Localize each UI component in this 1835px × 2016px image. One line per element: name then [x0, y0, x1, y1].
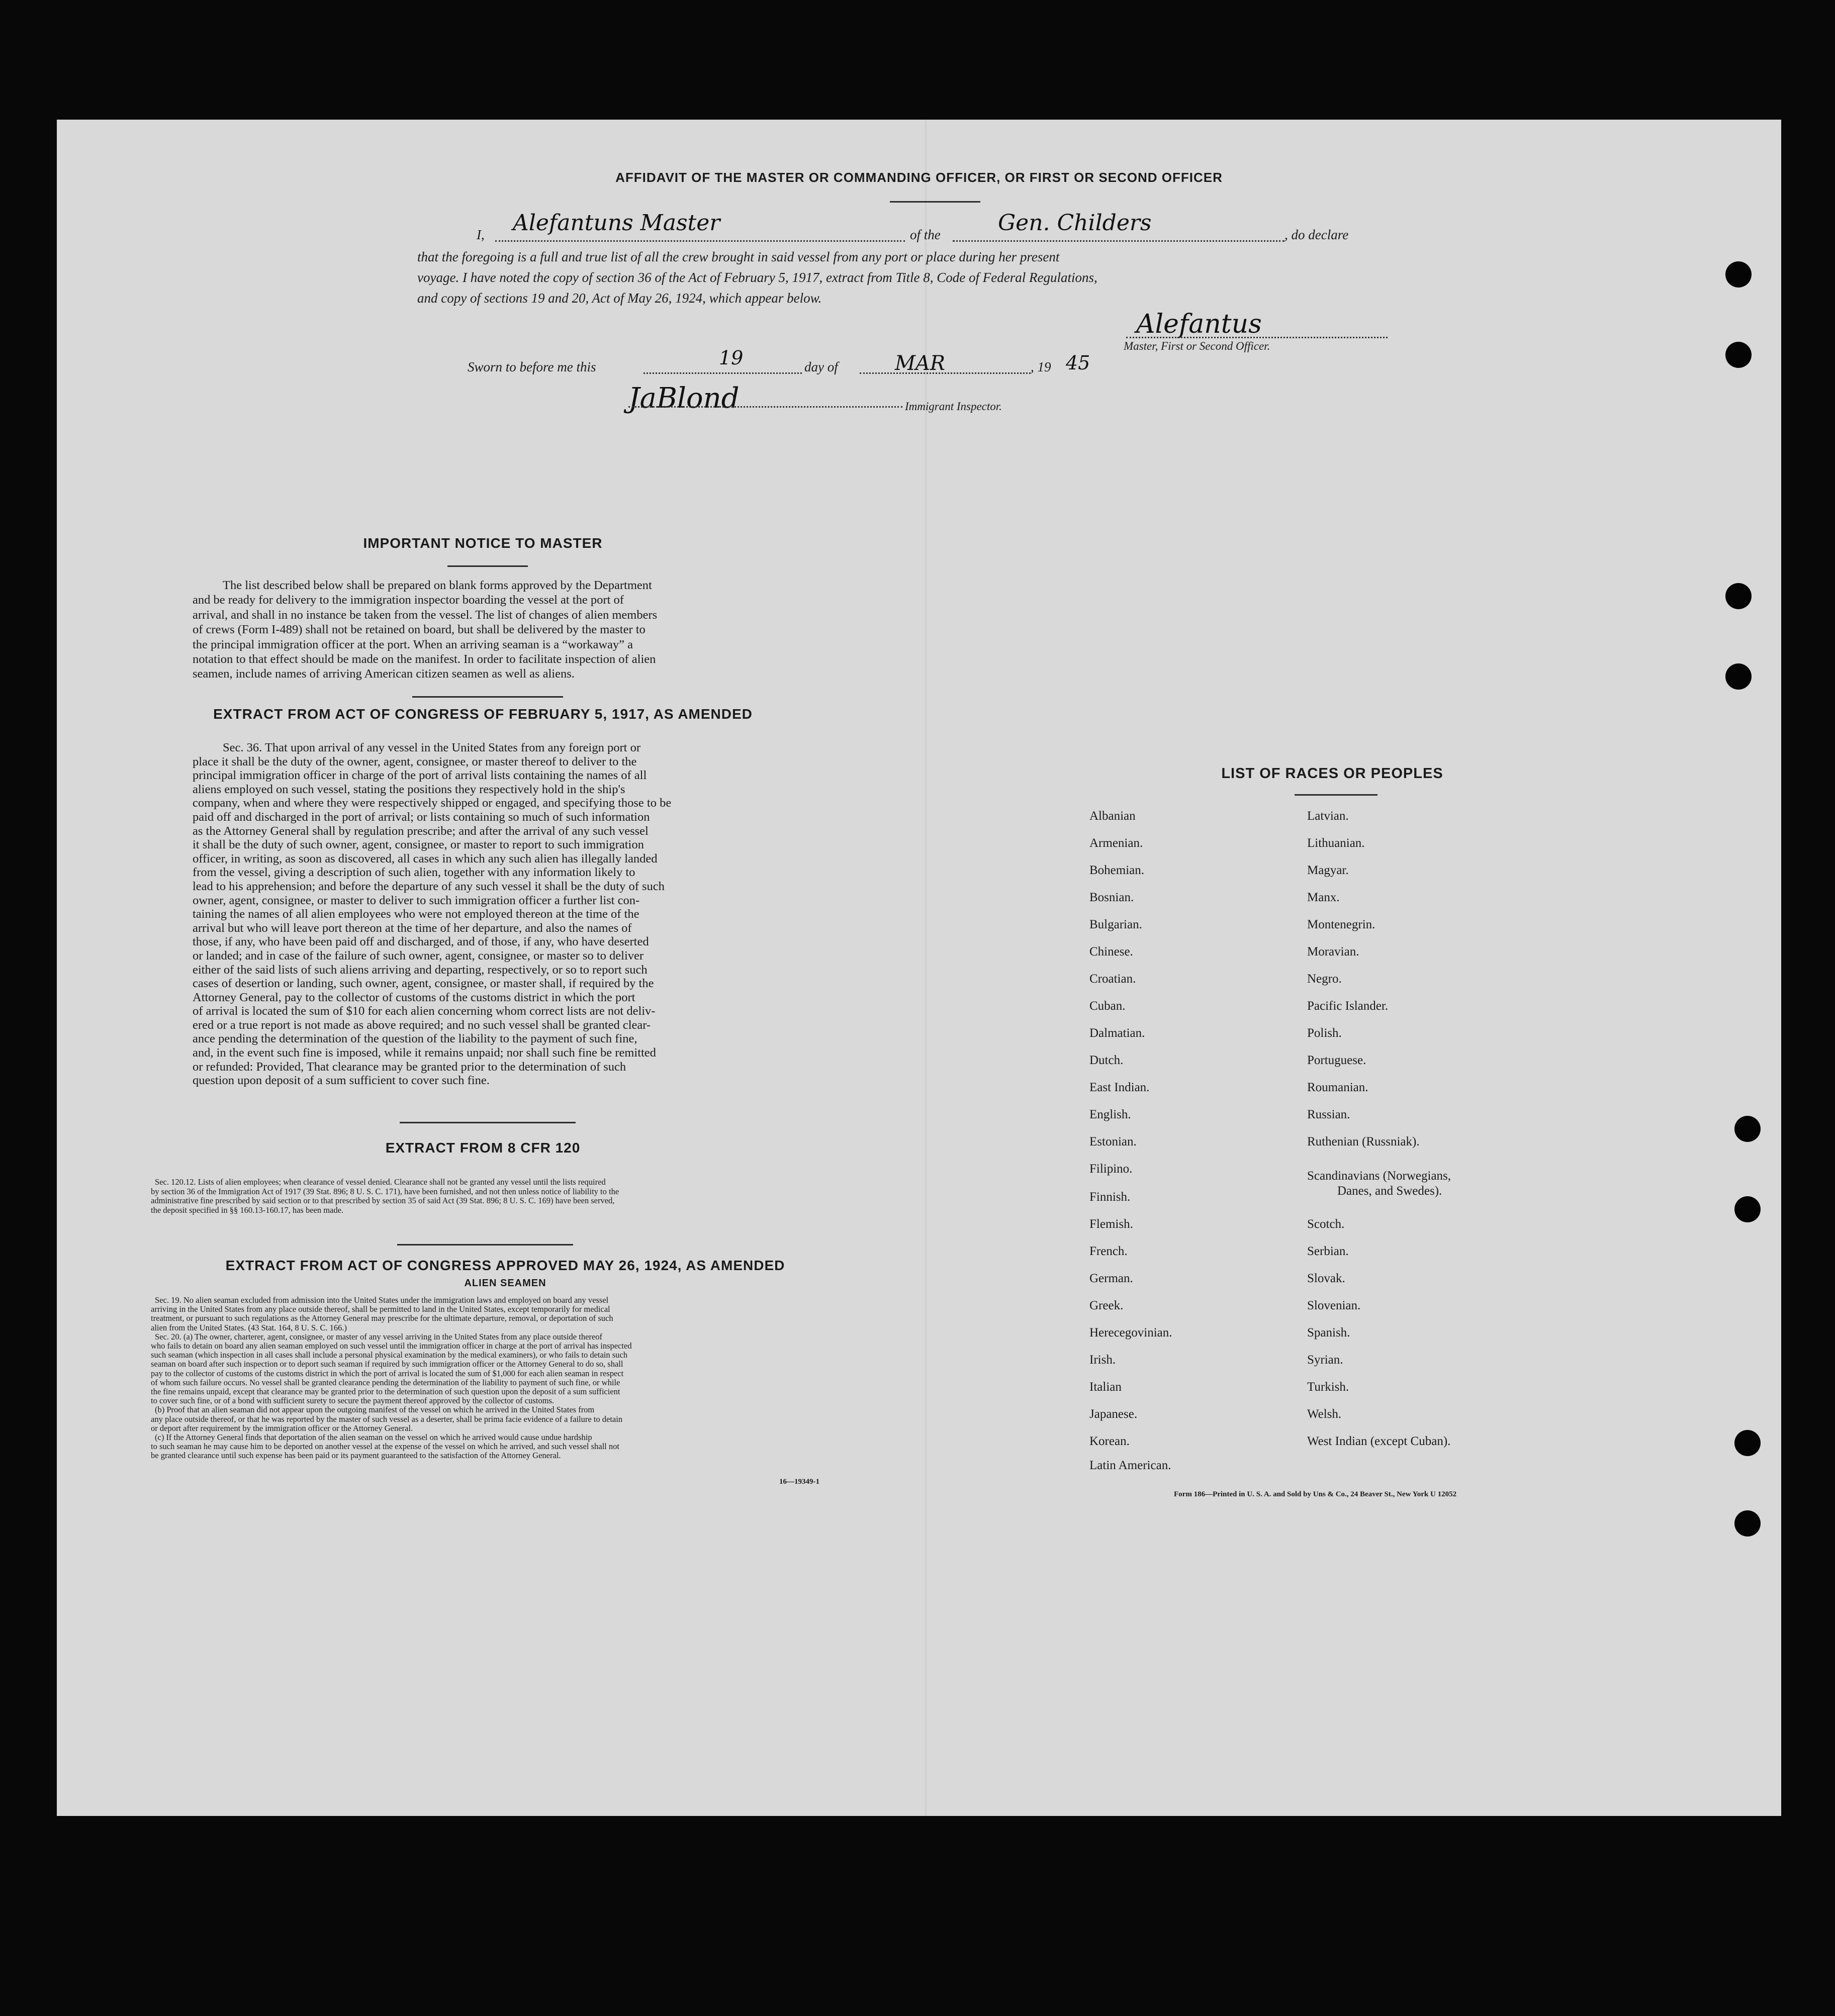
- handwritten-year: 45: [1066, 352, 1090, 374]
- act-1924-line: Sec. 19. No alien seaman excluded from admission into the United States under the immigration laws and employed on board any vessel: [155, 1295, 609, 1305]
- act-1917-line: it shall be the duty of such owner, agent, consignee, or master to report to such immigration: [193, 838, 644, 852]
- act-1917-line: those, if any, who have been paid off and discharged, and of those, if any, who have deserted: [193, 935, 649, 949]
- sworn-label: Sworn to before me this: [468, 359, 596, 374]
- affidavit-title: AFFIDAVIT OF THE MASTER OR COMMANDING OFFICER, OR FIRST OR SECOND OFFICER: [615, 170, 1223, 185]
- handwritten-master-signature: Alefantus: [1136, 309, 1262, 339]
- act-1917-line: ance pending the determination of the question of the liability to the payment of such fine,: [193, 1032, 637, 1046]
- name-line: [495, 240, 905, 242]
- race-item: Cuban.: [1089, 999, 1126, 1013]
- divider: [397, 1244, 573, 1245]
- race-item: Russian.: [1307, 1108, 1350, 1121]
- act-1924-body: [151, 1296, 860, 1461]
- printer-footer: Form 186—Printed in U. S. A. and Sold by Uns & Co., 24 Beaver St., New York U 12052: [1174, 1490, 1457, 1498]
- act-1924-line: the fine remains unpaid, except that clearance may be granted prior to the determination of such question upon the deposit of a sum sufficient: [151, 1387, 620, 1397]
- race-item: Bohemian.: [1089, 863, 1145, 877]
- act-1917-line: or refunded: Provided, That clearance may be granted prior to the determination of such: [193, 1060, 626, 1074]
- affidavit-line-4: and copy of sections 19 and 20, Act of May 26, 1924, which appear below.: [417, 291, 822, 306]
- divider: [447, 565, 528, 567]
- race-item: Finnish.: [1089, 1190, 1131, 1204]
- punch-hole: [1734, 1116, 1761, 1142]
- cfr-title: EXTRACT FROM 8 CFR 120: [385, 1140, 581, 1156]
- cfr-line: by section 36 of the Immigration Act of 1917 (39 Stat. 896; 8 U. S. C. 171), have been furnished, and not then unless notice of liability to the: [151, 1186, 619, 1196]
- cfr-line: Sec. 120.12. Lists of alien employees; when clearance of vessel denied. Clearance shall not be granted any vessel until the lists required: [155, 1177, 606, 1187]
- punch-hole: [1725, 663, 1752, 690]
- race-item: Albanian: [1089, 809, 1136, 823]
- race-item: Croatian.: [1089, 972, 1136, 986]
- act-1924-line: pay to the collector of customs of the customs district in which the port of arrival is located the sum of $1,000 for each alien seaman in respect: [151, 1368, 624, 1378]
- act-1917-line: either of the said lists of such aliens arriving and departing, respectively, or so to report such: [193, 963, 648, 977]
- race-item: Negro.: [1307, 972, 1342, 986]
- act-1917-line: officer, in writing, as soon as discovered, all cases in which any such alien has illegally landed: [193, 851, 658, 866]
- race-item: Scotch.: [1307, 1217, 1345, 1231]
- race-item: French.: [1089, 1244, 1128, 1258]
- race-item: Welsh.: [1307, 1407, 1342, 1421]
- handwritten-inspector-signature: JaBlond: [628, 382, 740, 415]
- race-item: English.: [1089, 1108, 1131, 1121]
- act-1917-line: arrival but who will leave port thereon at the time of her departure, and also the names of: [193, 921, 632, 935]
- race-item: Italian: [1089, 1380, 1122, 1394]
- notice-line: notation to that effect should be made on the manifest. In order to facilitate inspection of alien: [193, 652, 656, 666]
- punch-hole: [1725, 342, 1752, 368]
- race-item: Danes, and Swedes).: [1337, 1184, 1442, 1198]
- affidavit-of-the: of the: [910, 227, 941, 242]
- affidavit-do-declare: , do declare: [1284, 227, 1349, 242]
- act-1924-line: be granted clearance until such expense has been paid or its payment guaranteed to the satisfaction of the Attorney General.: [151, 1451, 561, 1461]
- act-1917-line: owner, agent, consignee, or master to deliver to such immigration officer a further list con-: [193, 893, 640, 907]
- act-1924-line: to such seaman he may cause him to be deported on another vessel at the expense of the vessel on which he arrived, and such vessel shall not: [151, 1442, 619, 1452]
- notice-body: [193, 578, 773, 682]
- act-1917-line: paid off and discharged in the port of arrival; or lists containing so much of such information: [193, 810, 650, 824]
- notice-line: arrival, and shall in no instance be taken from the vessel. The list of changes of alien members: [193, 608, 658, 622]
- act-1917-line: place it shall be the duty of the owner, agent, consignee, or master thereof to deliver to the: [193, 754, 637, 769]
- divider: [890, 201, 980, 203]
- race-item: Slovenian.: [1307, 1299, 1361, 1312]
- act-1924-subtitle: ALIEN SEAMEN: [464, 1278, 546, 1289]
- punch-hole: [1725, 261, 1752, 287]
- day-of-label: day of: [804, 359, 838, 374]
- act-1924-line: (b) Proof that an alien seaman did not appear upon the outgoing manifest of the vessel on which he arrived in the United States from: [155, 1405, 595, 1415]
- act-1917-line: Attorney General, pay to the collector of customs of the customs district in which the port: [193, 990, 635, 1004]
- act-1924-line: alien from the United States. (43 Stat. 164, 8 U. S. C. 166.): [151, 1322, 347, 1332]
- handwritten-day: 19: [719, 347, 744, 369]
- notice-line: and be ready for delivery to the immigration inspector boarding the vessel at the port of: [193, 593, 624, 607]
- race-item: Ruthenian (Russniak).: [1307, 1135, 1420, 1148]
- cfr-body: [151, 1178, 860, 1215]
- act-1917-line: lead to his apprehension; and before the departure of any such vessel it shall be the duty of such: [193, 879, 665, 893]
- act-1917-line: and, in the event such fine is imposed, while it remains unpaid; nor shall such fine be remitted: [193, 1046, 656, 1060]
- punch-hole: [1734, 1196, 1761, 1222]
- race-item: West Indian (except Cuban).: [1307, 1434, 1451, 1448]
- race-item: Syrian.: [1307, 1353, 1343, 1367]
- race-item: Armenian.: [1089, 836, 1143, 850]
- month-line: [860, 372, 1031, 374]
- affidavit-line-2: that the foregoing is a full and true list of all the crew brought in said vessel from any port or place during her present: [417, 249, 1060, 264]
- inspector-line: [628, 406, 902, 408]
- vessel-line: [953, 240, 1284, 242]
- handwritten-vessel-name: Gen. Childers: [998, 210, 1152, 236]
- race-item: Dutch.: [1089, 1053, 1124, 1067]
- race-item: Montenegrin.: [1307, 918, 1375, 931]
- signature-line: [1126, 337, 1388, 338]
- act-1917-line: question upon deposit of a sum sufficient to cover such fine.: [193, 1074, 490, 1088]
- act-1924-line: Sec. 20. (a) The owner, charterer, agent, consignee, or master of any vessel arriving in the United States from any place outside thereof: [155, 1331, 602, 1341]
- handwritten-master-name: Alefantuns Master: [513, 210, 720, 236]
- act-1917-line: from the vessel, giving a description of such alien, together with any information likely to: [193, 866, 635, 880]
- race-item: Estonian.: [1089, 1135, 1137, 1148]
- divider: [412, 696, 563, 698]
- race-item: Japanese.: [1089, 1407, 1138, 1421]
- act-1917-line: aliens employed on such vessel, stating the positions they respectively hold in the ship's: [193, 782, 625, 796]
- act-1917-line: principal immigration officer in charge of the port of arrival lists containing the names of all: [193, 769, 647, 783]
- act-1924-line: seaman on board after such inspection or to deport such seaman if required by such immigration officer or the Attorney General to do so, shall: [151, 1359, 623, 1369]
- act-1917-line: ered or a true report is not made as above required; and no such vessel shall be granted clear-: [193, 1018, 651, 1032]
- act-1917-line: cases of desertion or landing, such owner, agent, consignee, or master shall, if required by the: [193, 977, 654, 991]
- race-item: Scandinavians (Norwegians,: [1307, 1169, 1451, 1183]
- race-item: Slovak.: [1307, 1272, 1345, 1285]
- race-item: Magyar.: [1307, 863, 1349, 877]
- inspector-label: Immigrant Inspector.: [905, 400, 1002, 413]
- act-1924-line: who fails to detain on board any alien seaman employed on such vessel until the immigration officer in charge at the port of arrival has inspected: [151, 1341, 632, 1351]
- notice-line: seamen, include names of arriving American citizen seamen as well as aliens.: [193, 667, 575, 681]
- act-1917-title: EXTRACT FROM ACT OF CONGRESS OF FEBRUARY 5, 1917, AS AMENDED: [213, 706, 753, 722]
- race-item: Flemish.: [1089, 1217, 1133, 1231]
- race-item: Turkish.: [1307, 1380, 1349, 1394]
- race-item: Herecegovinian.: [1089, 1326, 1172, 1339]
- notice-line: of crews (Form I-489) shall not be retained on board, but shall be delivered by the master to: [193, 623, 646, 637]
- day-line: [644, 372, 802, 374]
- act-1924-line: to cover such fine, or of a bond with sufficient surety to secure the payment thereof approved by the collector of customs.: [151, 1396, 554, 1406]
- punch-hole: [1734, 1510, 1761, 1537]
- race-item: Polish.: [1307, 1026, 1342, 1040]
- race-item: Portuguese.: [1307, 1053, 1366, 1067]
- race-item: Korean.: [1089, 1434, 1130, 1448]
- act-1924-line: any place outside thereof, or that he was reported by the master of such vessel as a deserter, shall be prima facie evidence of a failure to detain: [151, 1414, 623, 1424]
- race-item: Moravian.: [1307, 945, 1359, 958]
- year-prefix: , 19: [1031, 359, 1051, 374]
- race-item: Manx.: [1307, 891, 1340, 904]
- cfr-line: administrative fine prescribed by said section or to that prescribed by section 35 of said Act (39 Stat. 896; 8 U. S. C. 169) have been served,: [151, 1196, 615, 1206]
- affidavit-line-3: voyage. I have noted the copy of section 36 of the Act of February 5, 1917, extract from Title 8, Code of Federal Regulations,: [417, 270, 1097, 285]
- race-item: East Indian.: [1089, 1081, 1150, 1094]
- race-item: German.: [1089, 1272, 1133, 1285]
- race-item: Bosnian.: [1089, 891, 1134, 904]
- race-item: Roumanian.: [1307, 1081, 1368, 1094]
- race-item: Bulgarian.: [1089, 918, 1142, 931]
- notice-line: The list described below shall be prepared on blank forms approved by the Department: [223, 579, 652, 592]
- punch-hole: [1734, 1430, 1761, 1456]
- race-item: Latin American.: [1089, 1459, 1171, 1472]
- act-1917-line: or landed; and in case of the failure of such owner, agent, consignee, or master so to deliver: [193, 948, 644, 963]
- handwritten-month: MAR: [895, 352, 945, 375]
- race-item: Pacific Islander.: [1307, 999, 1389, 1013]
- race-item: Filipino.: [1089, 1162, 1133, 1176]
- act-1917-body: [193, 741, 773, 1088]
- act-1924-line: arriving in the United States from any place outside thereof, shall be permitted to land in the United States, except temporarily for medical: [151, 1304, 610, 1314]
- act-1924-line: treatment, or pursuant to such regulations as the Attorney General may prescribe for the ultimate departure, removal, or deportation of such: [151, 1313, 613, 1323]
- act-1917-line: Sec. 36. That upon arrival of any vessel in the United States from any foreign port or: [223, 741, 640, 754]
- race-item: Latvian.: [1307, 809, 1349, 823]
- act-1924-title: EXTRACT FROM ACT OF CONGRESS APPROVED MAY 26, 1924, AS AMENDED: [225, 1258, 785, 1273]
- race-item: Dalmatian.: [1089, 1026, 1145, 1040]
- race-item: Spanish.: [1307, 1326, 1350, 1339]
- act-1924-line: of whom such failure occurs. No vessel shall be granted clearance pending the determination of the liability to payment of such fine, or while: [151, 1377, 620, 1387]
- affidavit-i-label: I,: [477, 227, 485, 242]
- act-1917-line: company, when and where they were respectively shipped or engaged, and specifying those to be: [193, 796, 672, 810]
- act-1917-line: of arrival is located the sum of $10 for each alien concerning whom correct lists are not deliv-: [193, 1004, 656, 1018]
- act-1924-line: (c) If the Attorney General finds that deportation of the alien seaman on the vessel on which he arrived would cause undue hardship: [155, 1432, 592, 1443]
- cfr-line: the deposit specified in §§ 160.13-160.17, has been made.: [151, 1205, 344, 1215]
- race-item: Chinese.: [1089, 945, 1133, 958]
- signature-label: Master, First or Second Officer.: [1124, 340, 1270, 352]
- race-item: Serbian.: [1307, 1244, 1349, 1258]
- notice-title: IMPORTANT NOTICE TO MASTER: [363, 535, 603, 551]
- divider: [1295, 794, 1378, 796]
- race-item: Irish.: [1089, 1353, 1116, 1367]
- act-1917-line: taining the names of all alien employees who were not employed thereon at the time of the: [193, 907, 639, 921]
- act-1924-line: or deport after requirement by the immigration officer or the Attorney General.: [151, 1423, 413, 1433]
- act-1917-line: as the Attorney General shall by regulation prescribe; and after the arrival of any such vessel: [193, 824, 649, 838]
- notice-line: the principal immigration officer at the port. When an arriving seaman is a “workaway” a: [193, 637, 633, 651]
- form-code: 16—19349-1: [779, 1478, 819, 1486]
- punch-hole: [1725, 583, 1752, 609]
- race-item: Greek.: [1089, 1299, 1124, 1312]
- race-item: Lithuanian.: [1307, 836, 1365, 850]
- act-1924-line: such seaman (which inspection in all cases shall include a personal physical examination by the medical examiners), or who fails to detain such: [151, 1350, 628, 1360]
- races-title: LIST OF RACES OR PEOPLES: [1221, 765, 1443, 782]
- divider: [400, 1122, 576, 1123]
